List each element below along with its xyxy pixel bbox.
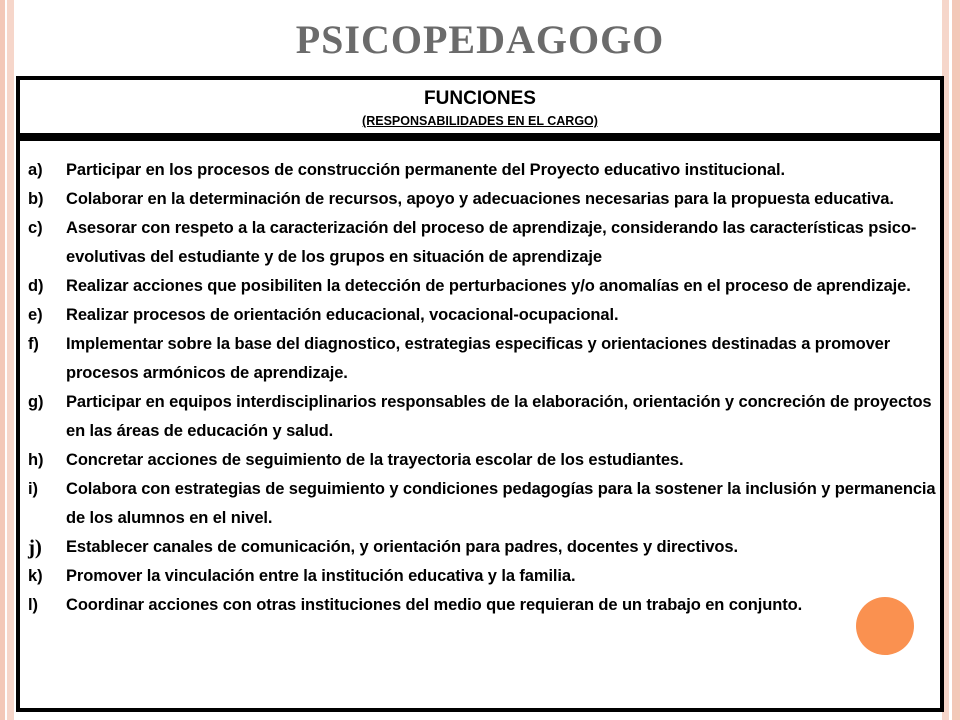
list-item-j [28, 533, 940, 562]
list-item-l [28, 591, 940, 620]
item-marker: e) [28, 306, 43, 324]
list-item-e [28, 301, 940, 330]
item-marker: d) [28, 277, 44, 295]
item-marker: b) [28, 190, 44, 208]
table-header [20, 80, 940, 141]
item-text: Colaborar en la determinación de recursos, apoyo y adecuaciones necesarias para la propuesta educativa. [66, 190, 894, 208]
item-text: Realizar procesos de orientación educacional, vocacional-ocupacional. [66, 306, 619, 324]
item-marker: f) [28, 335, 39, 353]
list-item-a [28, 156, 940, 185]
item-text: Implementar sobre la base del diagnostico, estrategias especificas y orientaciones destinadas a promover procesos armónicos de aprendizaje. [66, 335, 891, 382]
decorative-orange-circle [856, 597, 914, 655]
list-item-b [28, 185, 940, 214]
list-item-c [28, 214, 940, 272]
item-text: Concretar acciones de seguimiento de la trayectoria escolar de los estudiantes. [66, 451, 684, 469]
functions-table [16, 76, 944, 712]
item-text: Coordinar acciones con otras instituciones del medio que requieran de un trabajo en conjunto. [66, 596, 803, 614]
list-item-d [28, 272, 940, 301]
item-text: Participar en equipos interdisciplinarios responsables de la elaboración, orientación y concreción de proyectos en las áreas de educación y salud. [66, 393, 932, 440]
list-item-k [28, 562, 940, 591]
item-marker: k) [28, 567, 43, 585]
item-marker: l) [28, 596, 38, 614]
list-item-f [28, 330, 940, 388]
page-title: PSICOPEDAGOGO [295, 17, 665, 62]
header-subtitle: (RESPONSABILIDADES EN EL CARGO) [362, 114, 598, 128]
item-text: Asesorar con respeto a la caracterización del proceso de aprendizaje, considerando las características psico-evolutivas del estudiante y de los grupos en situación de aprendizaje [66, 219, 917, 266]
item-text: Promover la vinculación entre la institución educativa y la familia. [66, 567, 576, 585]
item-marker: g) [28, 393, 44, 411]
item-marker: j) [28, 535, 42, 559]
list-item-h [28, 446, 940, 475]
item-marker: c) [28, 219, 43, 237]
item-text: Colabora con estrategias de seguimiento y condiciones pedagogías para la sostener la inclusión y permanencia de los alumnos en el nivel. [66, 480, 936, 527]
item-text: Establecer canales de comunicación, y orientación para padres, docentes y directivos. [66, 538, 738, 556]
right-decorative-bar [942, 0, 960, 720]
item-marker: i) [28, 480, 38, 498]
functions-list [28, 156, 940, 620]
item-marker: a) [28, 161, 43, 179]
item-text: Realizar acciones que posibiliten la detección de perturbaciones y/o anomalías en el proceso de aprendizaje. [66, 277, 911, 295]
item-text: Participar en los procesos de construcción permanente del Proyecto educativo institucional. [66, 161, 785, 179]
list-item-i [28, 475, 940, 533]
left-decorative-bar [0, 0, 14, 720]
list-item-g [28, 388, 940, 446]
header-title: FUNCIONES [424, 88, 536, 109]
item-marker: h) [28, 451, 44, 469]
